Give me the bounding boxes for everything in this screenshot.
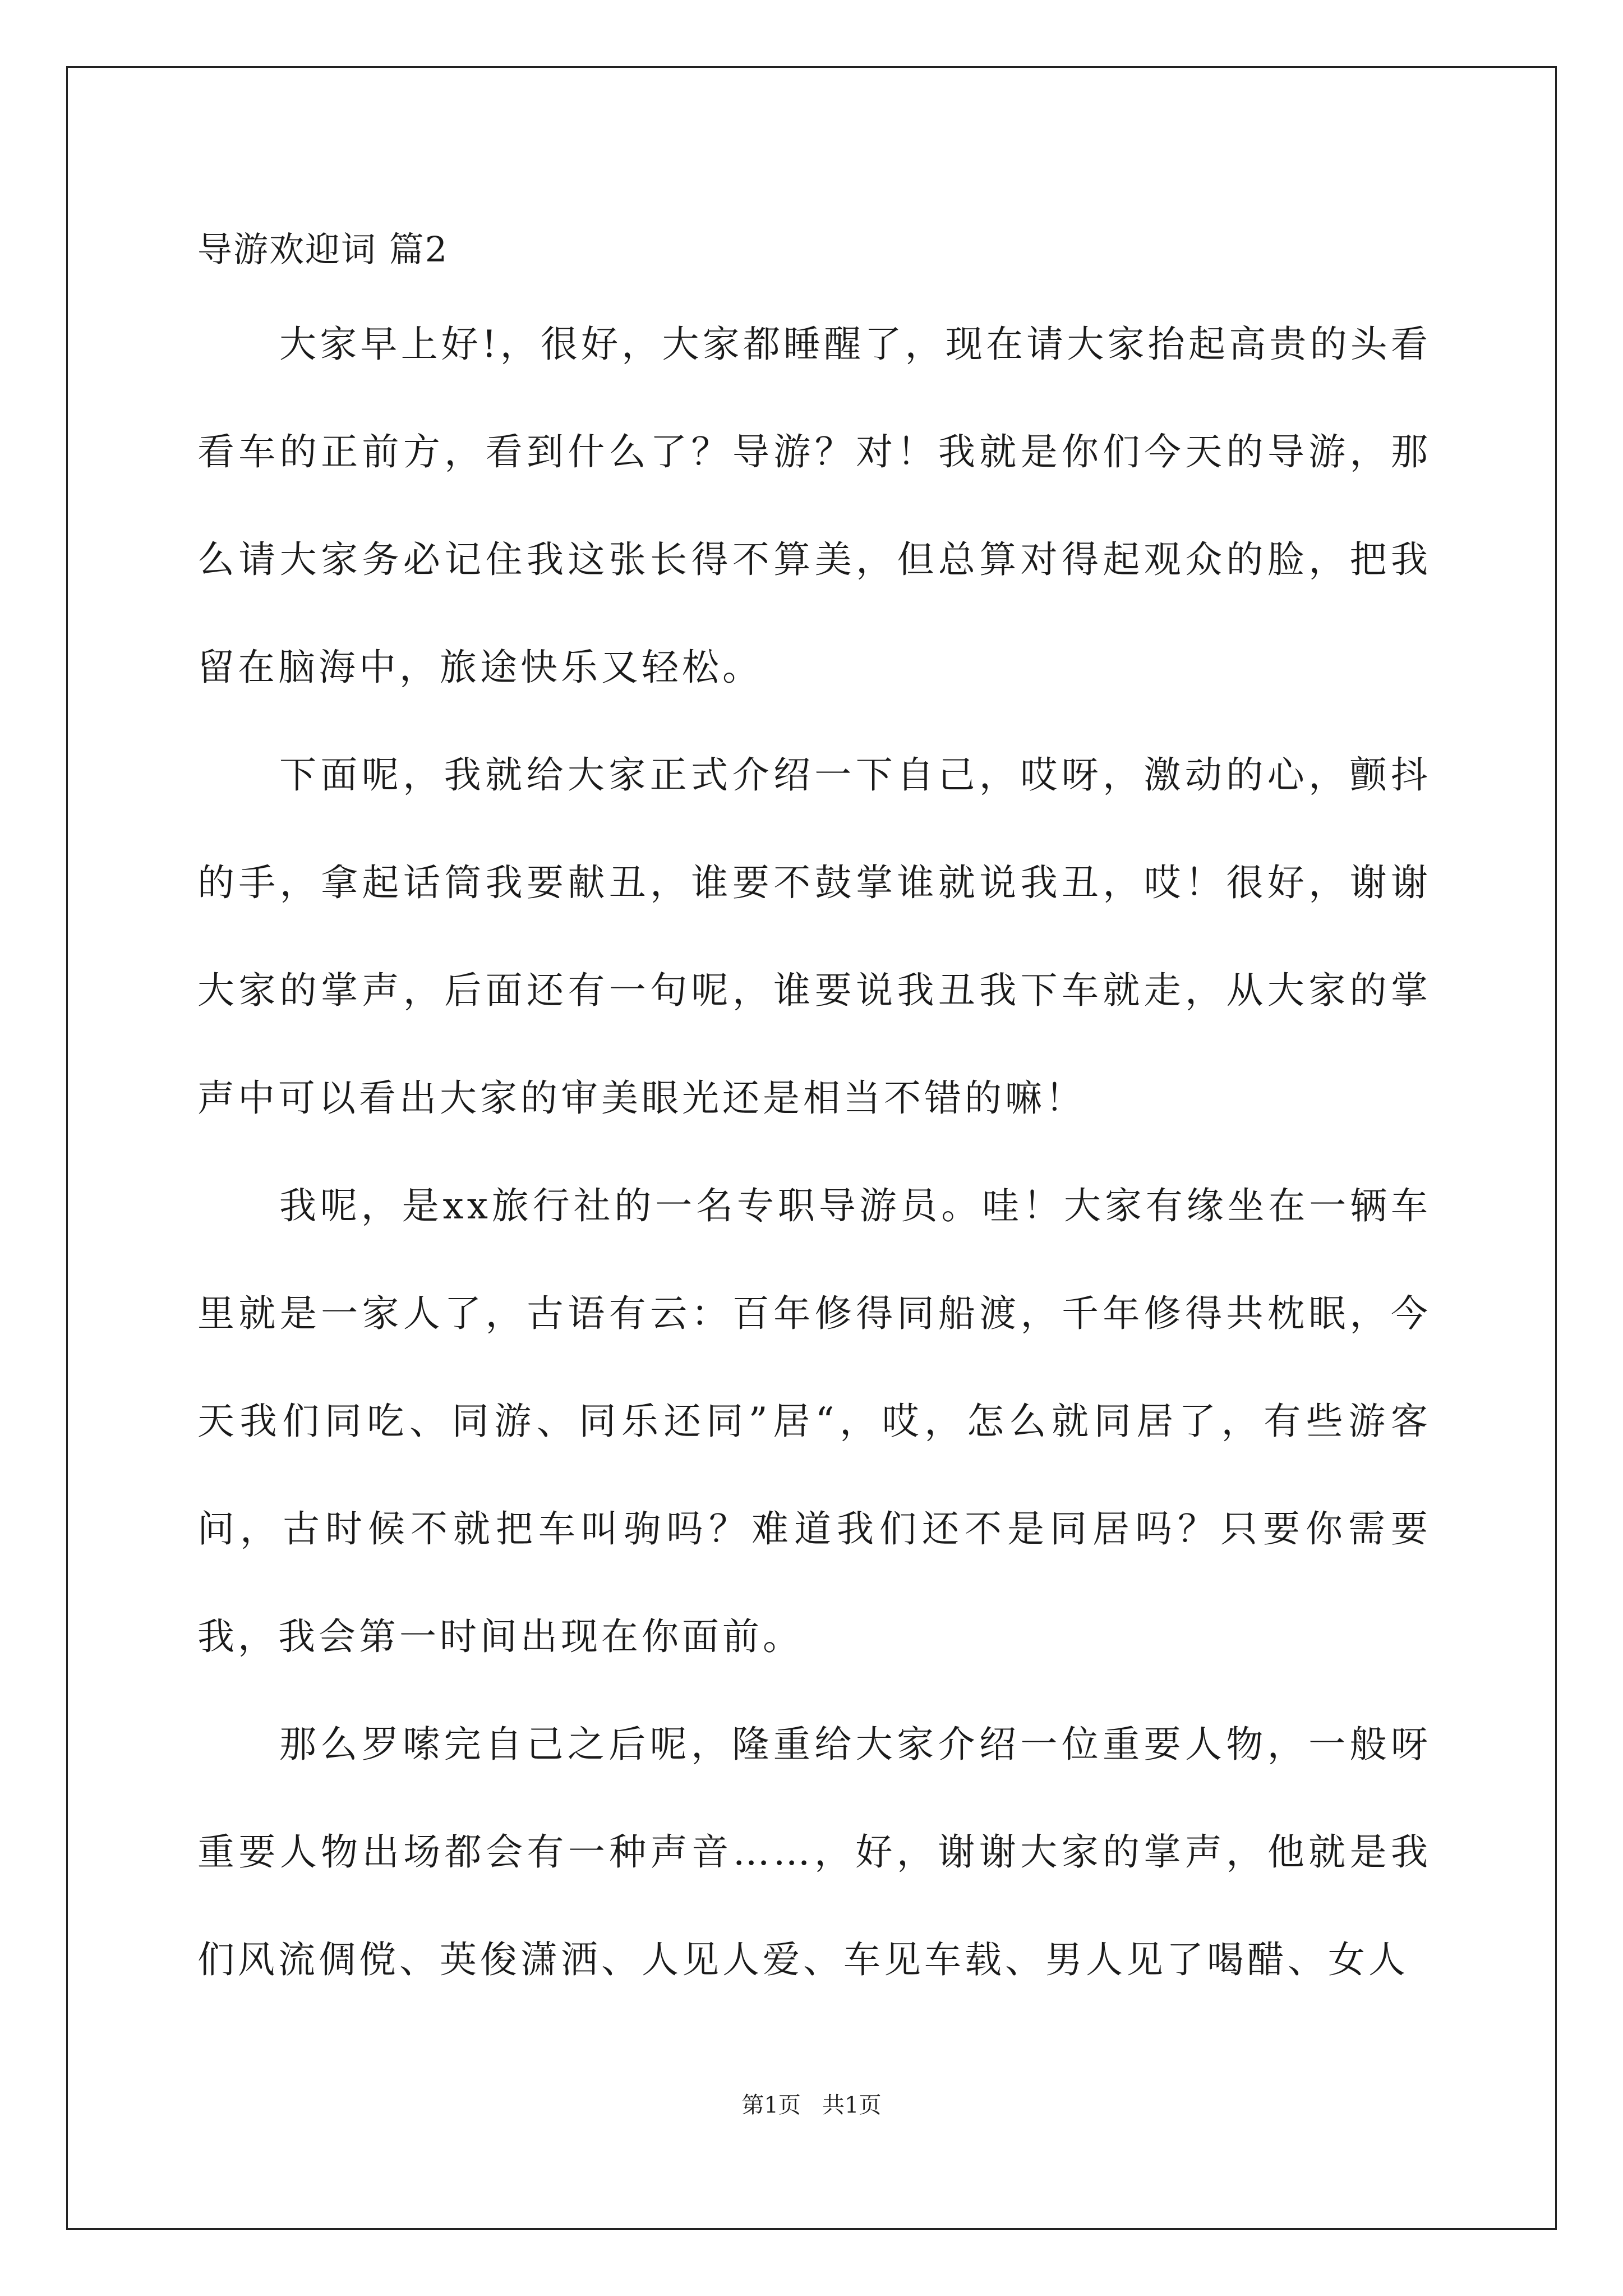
paragraph: 下面呢，我就给大家正式介绍一下自己，哎呀，激动的心，颤抖的手，拿起话筒我要献丑，谁要不鼓掌谁就说我丑，哎！很好，谢谢大家的掌声，后面还有一句呢，谁要说我丑我下车就走，从大家的掌声中可以看出大家的审美眼光还是相当不错的嘛！ xyxy=(197,753,1431,1120)
paragraph: 我呢，是xx旅行社的一名专职导游员。哇！大家有缘坐在一辆车里就是一家人了，古语有云：百年修得同船渡，千年修得共枕眠，今天我们同吃、同游、同乐还同”居“，哎，怎么就同居了，有些游客问，古时候不就把车叫驹吗？难道我们还不是同居吗？只要你需要我，我会第一时间出现在你面前。 xyxy=(197,1184,1431,1658)
document-body xyxy=(197,291,1431,2014)
paragraph: 大家早上好!，很好，大家都睡醒了，现在请大家抬起高贵的头看看车的正前方，看到什么了？导游？对！我就是你们今天的导游，那么请大家务必记住我这张长得不算美，但总算对得起观众的脸，把我留在脑海中，旅途快乐又轻松。 xyxy=(197,323,1431,689)
page-number-footer: 第1页 共1页 xyxy=(741,2092,882,2118)
document-title: 导游欢迎词 篇2 xyxy=(197,229,449,270)
paragraph: 那么罗嗦完自己之后呢，隆重给大家介绍一位重要人物，一般呀重要人物出场都会有一种声音……，好，谢谢大家的掌声，他就是我们风流倜傥、英俊潇洒、人见人爱、车见车载、男人见了喝醋、女人 xyxy=(197,1723,1431,1981)
